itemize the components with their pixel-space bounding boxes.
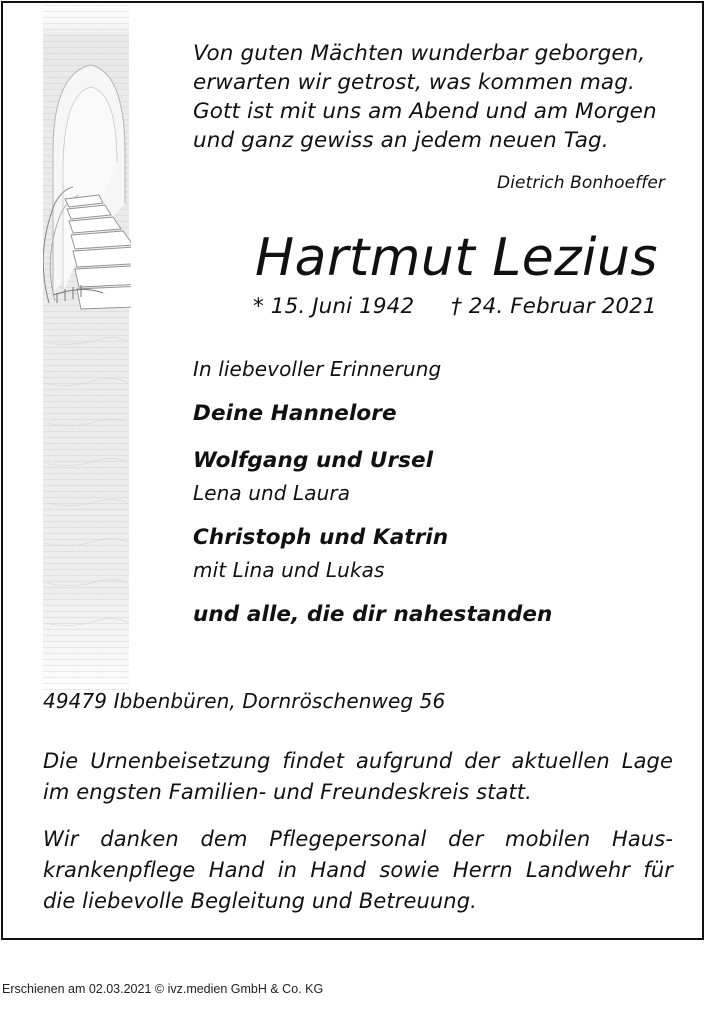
poem-author: Dietrich Bonhoeffer bbox=[497, 173, 665, 193]
mourner-name: und alle, die dir nahestanden bbox=[193, 602, 553, 627]
mourners-intro: In liebevoller Erinnerung bbox=[193, 357, 442, 381]
death-date: † 24. Februar 2021 bbox=[451, 294, 657, 319]
mourner-sub: Lena und Laura bbox=[193, 481, 351, 505]
poem bbox=[193, 39, 657, 155]
mourner-name: Deine Hannelore bbox=[193, 401, 397, 426]
paragraph-line: Die Urnenbeisetzung findet aufgrund der aktuellen Lage bbox=[43, 749, 673, 773]
mourner-sub: mit Lina und Lukas bbox=[193, 558, 385, 582]
paragraph-line: Wir danken dem Pflegepersonal der mobilen Haus- bbox=[43, 827, 673, 851]
birth-date: * 15. Juni 1942 bbox=[253, 294, 415, 319]
deceased-name: Hartmut Lezius bbox=[255, 228, 659, 288]
thanks-paragraph bbox=[43, 824, 673, 917]
poem-line: Von guten Mächten wunderbar geborgen, bbox=[193, 41, 646, 66]
mourner-name: Christoph und Katrin bbox=[193, 525, 449, 550]
death-notice bbox=[1, 1, 704, 940]
poem-line: Gott ist mit uns am Abend und am Morgen bbox=[193, 99, 657, 124]
poem-line: erwarten wir getrost, was kommen mag. bbox=[193, 70, 635, 95]
address: 49479 Ibbenbüren, Dornröschenweg 56 bbox=[43, 689, 446, 713]
paragraph-line: die liebevolle Begleitung und Betreuung. bbox=[43, 889, 477, 913]
publication-credit: Erschienen am 02.03.2021 © ivz.medien GmbH & Co. KG bbox=[2, 982, 324, 996]
funeral-paragraph bbox=[43, 746, 673, 808]
paragraph-line: krankenpflege Hand in Hand sowie Herrn Landwehr für bbox=[43, 858, 673, 882]
poem-line: und ganz gewiss an jedem neuen Tag. bbox=[193, 128, 609, 153]
mourner-name: Wolfgang und Ursel bbox=[193, 448, 434, 473]
paragraph-line: im engsten Familien- und Freundeskreis statt. bbox=[43, 780, 532, 804]
staircase-drawing-icon bbox=[43, 3, 131, 693]
